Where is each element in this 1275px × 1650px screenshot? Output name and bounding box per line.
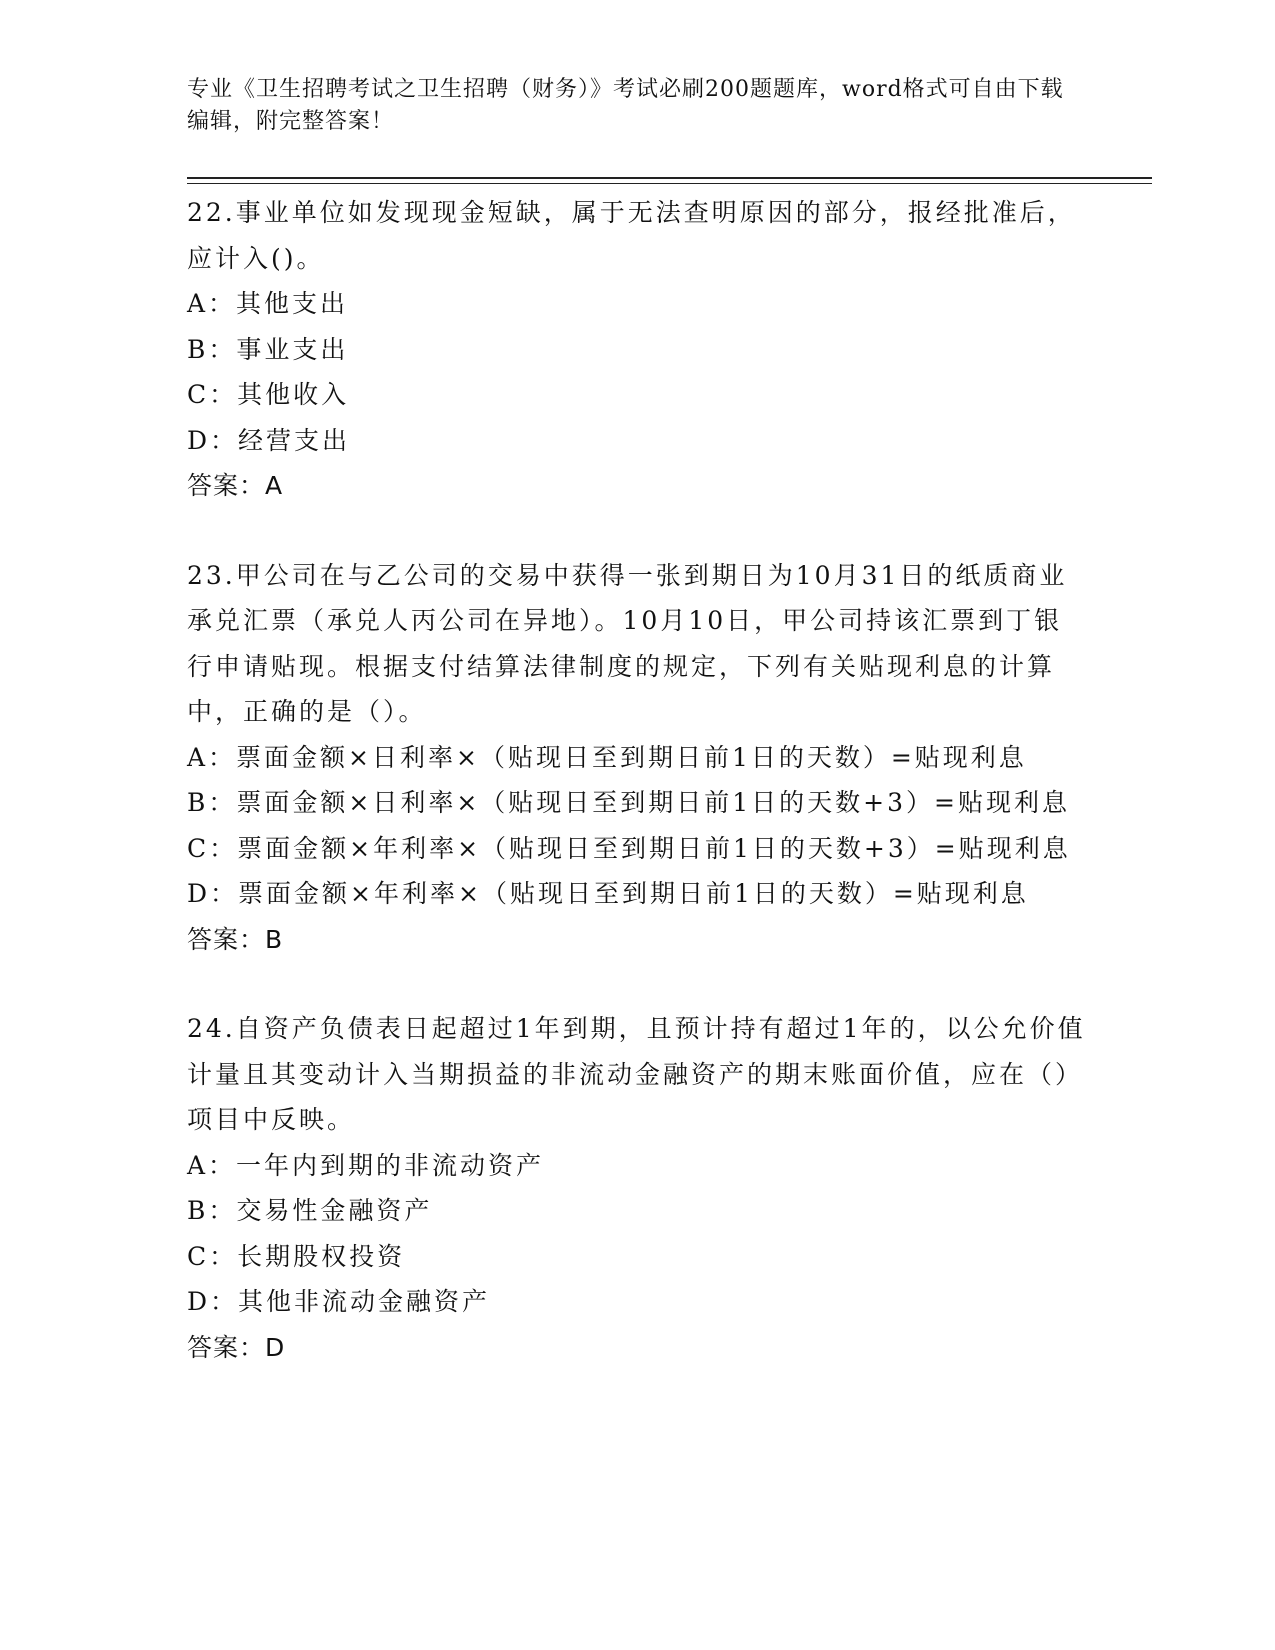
answer-line: 答案：A: [187, 471, 284, 500]
question-list: [187, 190, 1087, 1414]
question-22: [187, 190, 1087, 509]
question-stem: 22.事业单位如发现现金短缺，属于无法查明原因的部分，报经批准后，应计入()。: [187, 198, 1076, 273]
option-a: A：其他支出: [187, 289, 349, 318]
question-stem: 23.甲公司在与乙公司的交易中获得一张到期日为10月31日的纸质商业承兑汇票（承兑人丙公司在异地）。10月10日，甲公司持该汇票到丁银行申请贴现。根据支付结算法律制度的规定，下列有关贴现利息的计算中，正确的是（）。: [187, 560, 1068, 726]
answer-line: 答案：B: [187, 924, 284, 954]
question-stem: 24.自资产负债表日起超过1年到期，且预计持有超过1年的，以公允价值计量且其变动计入当期损益的非流动金融资产的期末账面价值，应在（）项目中反映。: [187, 1014, 1086, 1134]
document-header: 专业《卫生招聘考试之卫生招聘（财务）》考试必刷200题题库，word格式可自由下载编辑，附完整答案！: [187, 77, 1064, 134]
option-d: D：票面金额×年利率×（贴现日至到期日前1日的天数）=贴现利息: [187, 879, 1029, 908]
answer-line: 答案：D: [187, 1332, 286, 1362]
option-d: D：经营支出: [187, 425, 351, 455]
header-divider-thin: [187, 183, 1152, 184]
question-24: [187, 1006, 1087, 1370]
option-c: C：票面金额×年利率×（贴现日至到期日前1日的天数+3）=贴现利息: [187, 833, 1071, 863]
question-23: [187, 553, 1087, 963]
option-b: B：交易性金融资产: [187, 1196, 433, 1225]
option-d: D：其他非流动金融资产: [187, 1287, 491, 1316]
option-a: A：一年内到期的非流动资产: [187, 1150, 545, 1180]
option-c: C：长期股权投资: [187, 1241, 406, 1271]
option-c: C：其他收入: [187, 380, 350, 409]
header-divider-thick: [187, 177, 1152, 179]
option-b: B：事业支出: [187, 334, 349, 364]
option-b: B：票面金额×日利率×（贴现日至到期日前1日的天数+3）=贴现利息: [187, 788, 1070, 817]
option-a: A：票面金额×日利率×（贴现日至到期日前1日的天数）=贴现利息: [187, 742, 1027, 772]
